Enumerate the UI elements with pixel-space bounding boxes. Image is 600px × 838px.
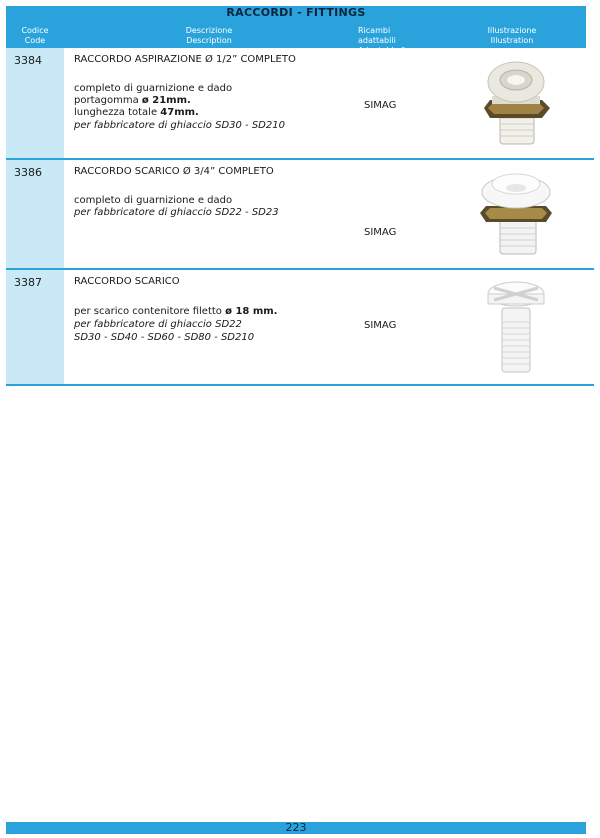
table-row	[6, 48, 586, 158]
product-desc-line: per fabbricatore di ghiaccio SD22	[74, 319, 242, 330]
page-number: 223	[6, 822, 586, 834]
adaptable-brand: SIMAG	[364, 320, 397, 331]
table-row	[6, 270, 586, 384]
product-desc-line: completo di guarnizione e dado	[74, 195, 233, 206]
product-title: RACCORDO SCARICO Ø 3/4” COMPLETO	[74, 166, 274, 177]
column-header-description: Descrizione Description	[185, 26, 233, 45]
product-code: 3384	[14, 54, 42, 67]
product-desc-line: portagomma ø 21mm.	[74, 95, 191, 106]
row-separator	[6, 384, 594, 386]
column-header-illustration: Illustrazione Illustration	[487, 26, 537, 45]
header-divider	[586, 20, 588, 48]
product-code: 3386	[14, 166, 42, 179]
fitting-threaded-nut-icon	[476, 58, 556, 152]
table-row	[6, 160, 586, 268]
product-desc-line: SD30 - SD40 - SD60 - SD80 - SD210	[74, 332, 255, 343]
product-code: 3387	[14, 276, 42, 289]
product-desc-line: completo di guarnizione e dado	[74, 83, 233, 94]
product-desc-line: per fabbricatore di ghiaccio SD22 - SD23	[74, 207, 279, 218]
fitting-flanged-nut-icon	[476, 168, 556, 264]
product-title: RACCORDO SCARICO	[74, 276, 180, 287]
column-header-code: Codice Code	[21, 26, 49, 45]
column-header-adaptable: Ricambi adattabili Adaptable for	[358, 26, 413, 55]
adaptable-brand: SIMAG	[364, 100, 397, 111]
product-desc-line: per scarico contenitore filetto ø 18 mm.	[74, 306, 278, 317]
page-title: RACCORDI - FITTINGS	[6, 6, 586, 20]
fitting-drain-icon	[476, 278, 556, 382]
adaptable-brand: SIMAG	[364, 227, 397, 238]
product-desc-line: per fabbricatore di ghiaccio SD30 - SD210	[74, 120, 285, 131]
column-header-bar	[6, 20, 586, 55]
product-desc-line: lunghezza totale 47mm.	[74, 107, 199, 118]
product-title: RACCORDO ASPIRAZIONE Ø 1/2” COMPLETO	[74, 54, 296, 65]
